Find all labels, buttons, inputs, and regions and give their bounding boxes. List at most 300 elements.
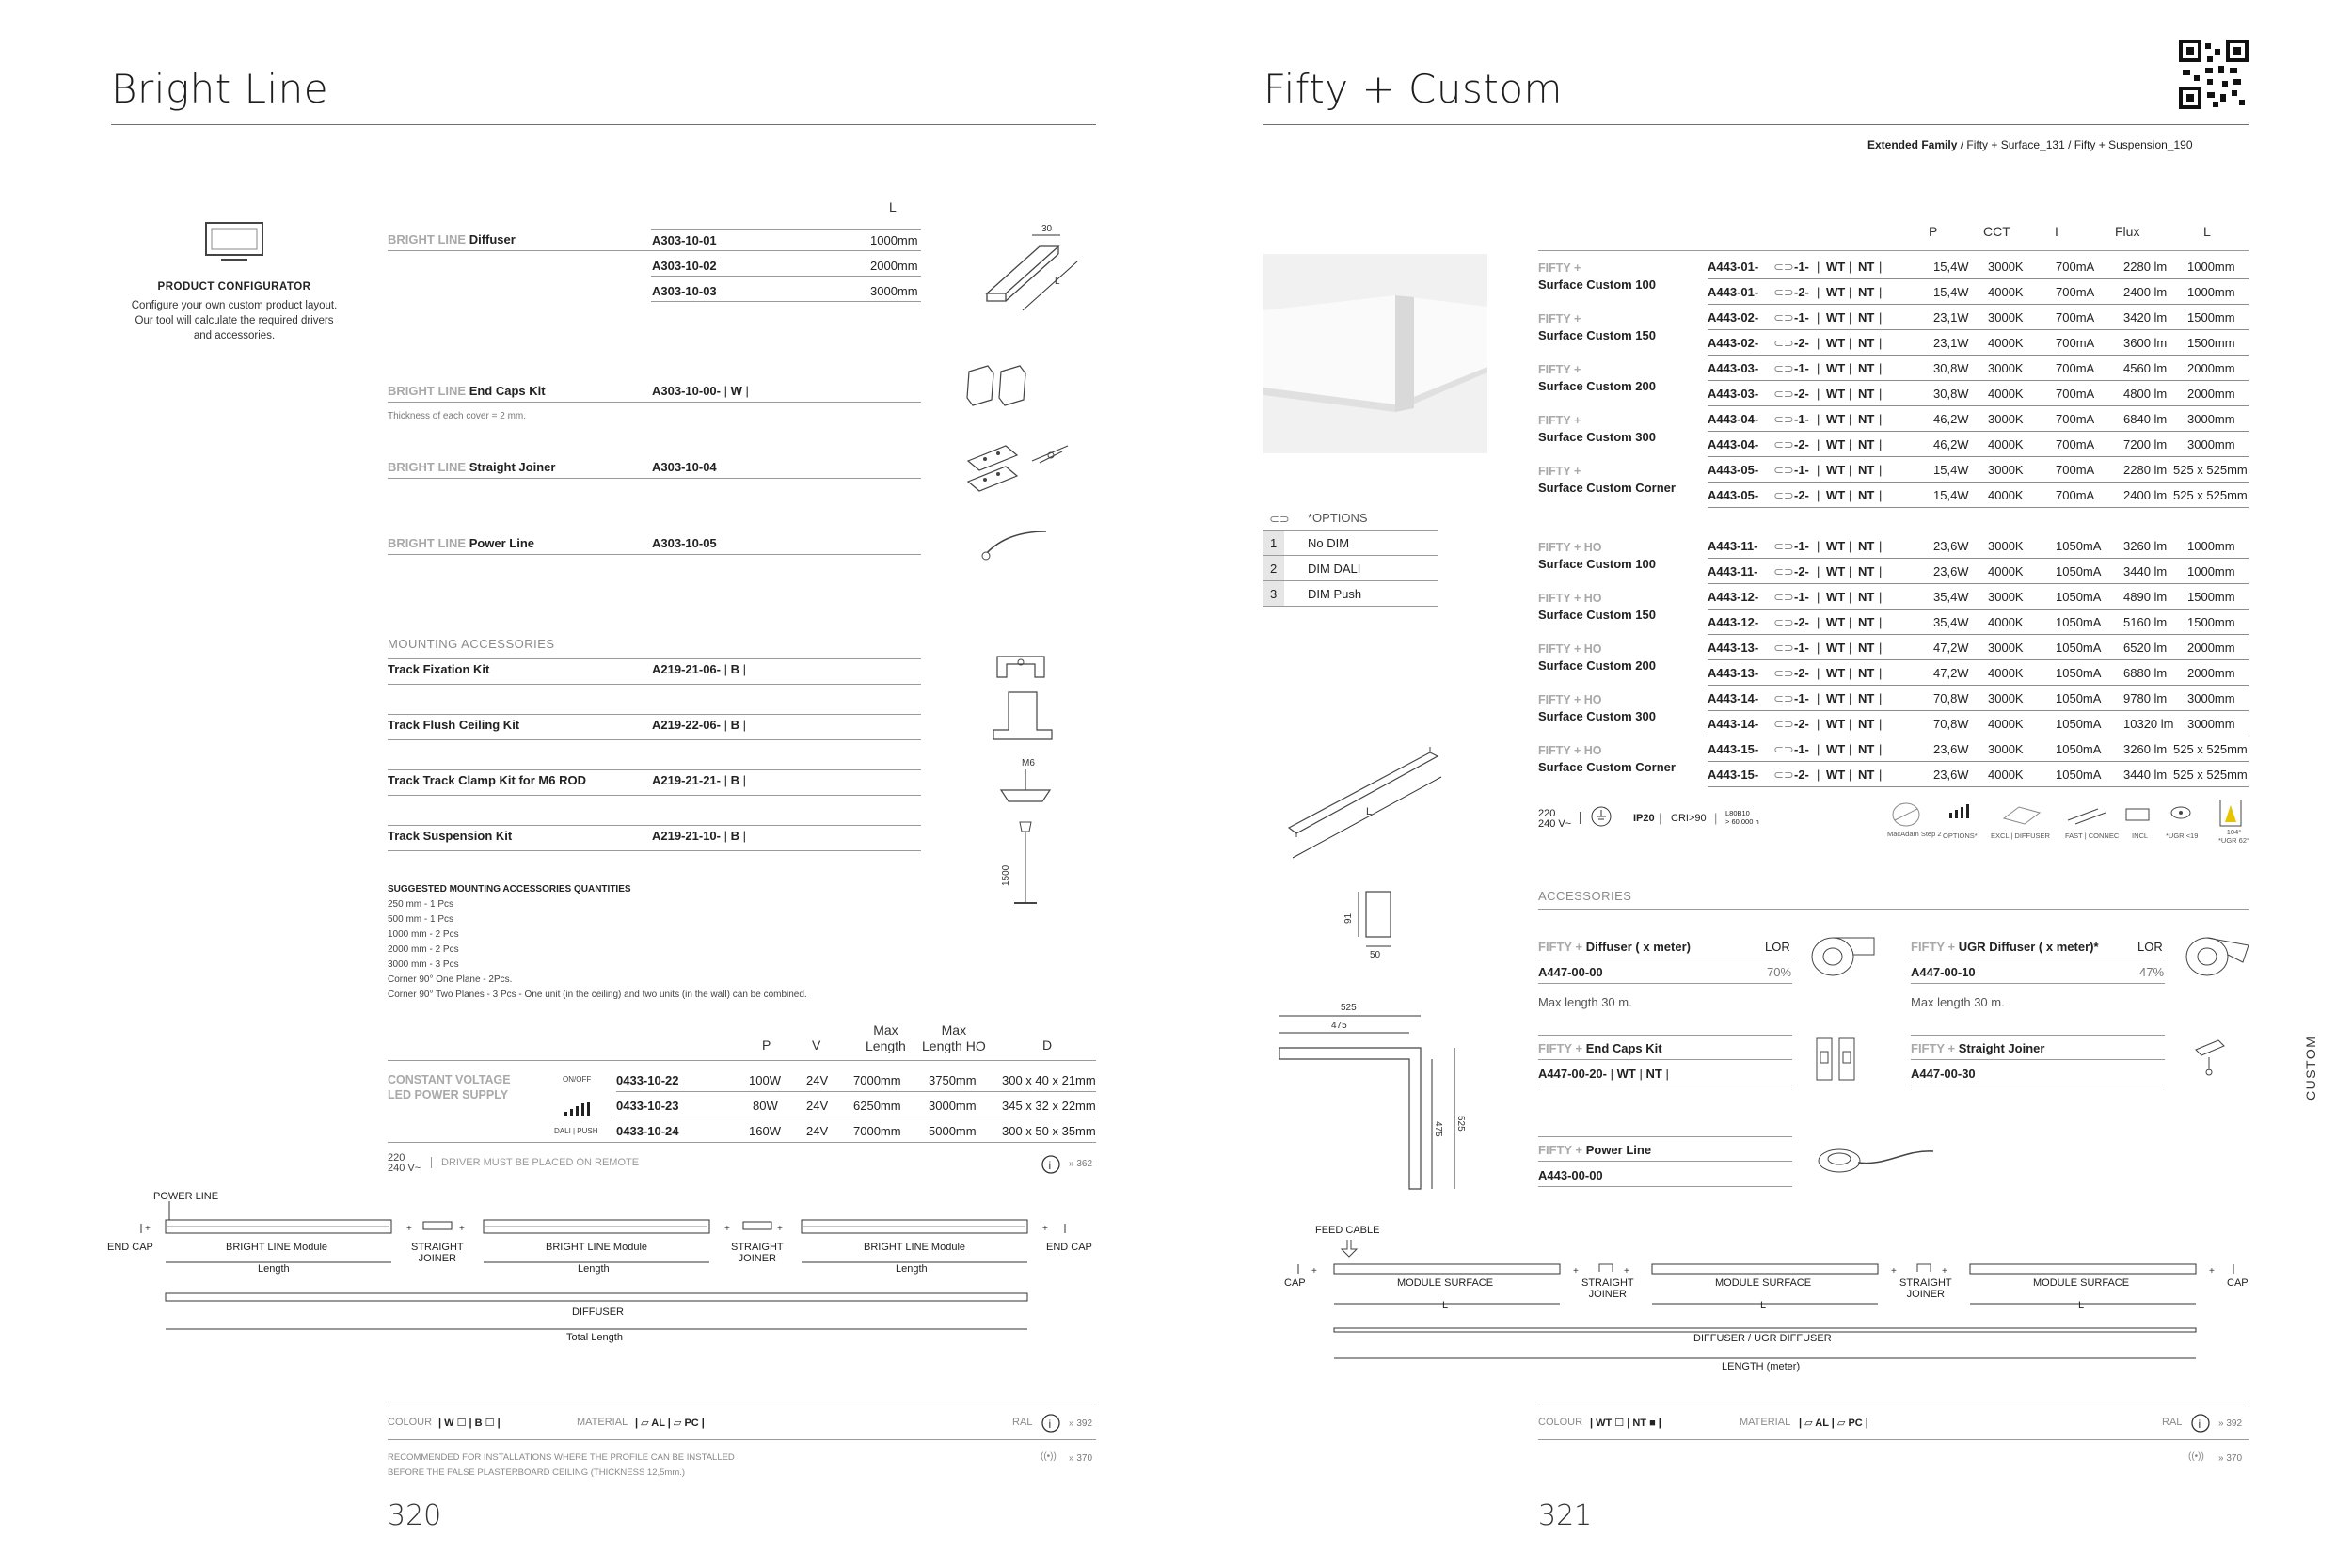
diffuser-code-3: A303-10-03 — [652, 284, 717, 298]
separator: | — [1817, 310, 1820, 325]
separator: | — [1849, 768, 1852, 782]
family-links[interactable]: Extended Family / Fifty + Surface_131 / Fifty + Suspension_190 — [1867, 138, 2193, 151]
cell-wt: WT — [1826, 260, 1846, 274]
options-icon: ⊂⊃ — [1773, 691, 1794, 705]
separator: | — [1849, 691, 1852, 705]
svg-text:+: + — [459, 1224, 465, 1234]
sound-icon: ((•)) — [1041, 1451, 1057, 1462]
cell-n: -1- — [1794, 463, 1809, 477]
cell-cct: 3000K — [1988, 742, 2024, 756]
separator: | — [1817, 539, 1820, 553]
cell-n: -2- — [1794, 488, 1809, 502]
options-icon: ⊂⊃ — [1773, 717, 1794, 731]
psu-code-2: 0433-10-23 — [616, 1099, 679, 1113]
cell-l: 1500mm — [2187, 615, 2235, 629]
psu-max-2: 6250mm — [853, 1099, 901, 1113]
mount-item-4-code: A219-21-10- | B | — [652, 829, 747, 843]
psu-p-1: 100W — [749, 1073, 781, 1087]
psu-header-maxho: Max Length HO — [922, 1022, 986, 1053]
separator: | — [1879, 590, 1883, 604]
separator: | — [1817, 742, 1820, 756]
cell-l: 2000mm — [2187, 666, 2235, 680]
cell-nt: NT — [1858, 437, 1875, 451]
cell-flux: 9780 lm — [2123, 691, 2168, 705]
separator: | — [1879, 336, 1883, 350]
cell-l: 525 x 525mm — [2173, 488, 2248, 502]
acc-diffuser-lor: 70% — [1767, 965, 1792, 979]
cell-p: 47,2W — [1933, 641, 1969, 655]
group-label — [1538, 691, 1656, 725]
separator: | — [1849, 336, 1852, 350]
psu-note: DRIVER MUST BE PLACED ON REMOTE — [431, 1157, 639, 1168]
options-icon: ⊂⊃ — [1773, 463, 1794, 477]
powerline-code: A303-10-05 — [652, 536, 717, 550]
cell-nt: NT — [1858, 488, 1875, 502]
cell-nt: NT — [1858, 691, 1875, 705]
options-title: *OPTIONS — [1308, 511, 1368, 525]
end-caps-drawing — [960, 362, 1035, 414]
monitor-icon — [204, 221, 264, 262]
mount-item-3-code: A219-21-21- | B | — [652, 773, 747, 787]
diagram-l-3: L — [2078, 1300, 2085, 1311]
cell-wt: WT — [1826, 361, 1846, 375]
cell-nt: NT — [1858, 285, 1875, 299]
diagram-l-1: L — [1442, 1300, 1449, 1311]
group-label — [1538, 463, 1676, 497]
cell-n: -2- — [1794, 564, 1809, 578]
cell-nt: NT — [1858, 260, 1875, 274]
footer-material-label: MATERIAL — [577, 1417, 628, 1428]
r-ral-info-icon[interactable] — [2190, 1413, 2211, 1433]
cell-cct: 3000K — [1988, 641, 2024, 655]
svg-text:+: + — [145, 1224, 151, 1234]
cell-wt: WT — [1826, 564, 1846, 578]
psu-type-1: ON/OFF — [563, 1075, 592, 1084]
separator: | — [1817, 717, 1820, 731]
ground-icon: | — [1579, 809, 1582, 824]
footer-material-options: | ▱ AL | ▱ PC | — [635, 1418, 705, 1429]
separator: | — [1879, 691, 1883, 705]
powerline-title: BRIGHT LINE Power Line — [388, 536, 535, 550]
cell-cct: 4000K — [1988, 666, 2024, 680]
mount-item-3-name: Track Track Clamp Kit for M6 ROD — [388, 773, 586, 787]
group-label — [1538, 641, 1656, 674]
cell-wt: WT — [1826, 539, 1846, 553]
cell-i: 1050mA — [2056, 666, 2102, 680]
endcaps-code: A303-10-00- | W | — [652, 384, 749, 398]
separator: | — [1849, 615, 1852, 629]
cell-flux: 3440 lm — [2123, 768, 2168, 782]
option-1-num: 1 — [1270, 536, 1278, 550]
svg-text:+: + — [1042, 1224, 1048, 1234]
table-row — [1708, 406, 2249, 432]
group-brand: FIFTY + — [1538, 261, 1581, 275]
diagram-cap-right: CAP — [2227, 1277, 2249, 1289]
separator: | — [1879, 285, 1883, 299]
table-row — [1708, 457, 2249, 483]
table-row — [1708, 483, 2249, 508]
diagram-end-cap-right: END CAP — [1046, 1242, 1092, 1253]
diagram-diffuser: DIFFUSER — [572, 1307, 624, 1318]
separator: | — [1849, 641, 1852, 655]
r-footer-material-options: | ▱ AL | ▱ PC | — [1799, 1418, 1868, 1429]
cell-code: A443-15- — [1708, 768, 1759, 782]
svg-text:+: + — [2209, 1266, 2215, 1276]
cell-p: 30,8W — [1933, 361, 1969, 375]
cell-cct: 3000K — [1988, 260, 2024, 274]
cell-i: 1050mA — [2056, 539, 2102, 553]
cell-n: -1- — [1794, 742, 1809, 756]
r-sound-icon: ((•)) — [2188, 1451, 2204, 1462]
separator: | — [1849, 437, 1852, 451]
cell-n: -1- — [1794, 361, 1809, 375]
cell-wt: WT — [1826, 463, 1846, 477]
separator: | — [1817, 437, 1820, 451]
options-icon: ⊂⊃ — [1269, 512, 1290, 526]
cell-code: A443-04- — [1708, 412, 1759, 426]
diagram-total-length: Total Length — [566, 1332, 623, 1343]
cell-p: 23,6W — [1933, 564, 1969, 578]
table-row — [1708, 635, 2249, 660]
cell-flux: 4890 lm — [2123, 590, 2168, 604]
options-icon: ⊂⊃ — [1773, 666, 1794, 680]
ral-info-icon[interactable] — [1041, 1413, 1061, 1433]
acc-diffuser-note: Max length 30 m. — [1538, 995, 1632, 1009]
svg-text:30: 30 — [1041, 224, 1053, 234]
psu-header-v: V — [812, 1037, 821, 1053]
acc-powerline-title: FIFTY + Power Line — [1538, 1143, 1652, 1157]
spec-voltage: 220 240 V~ — [1538, 808, 1572, 830]
cell-nt: NT — [1858, 768, 1875, 782]
spec-icon-fast-connec: FAST | CONNEC — [2065, 832, 2120, 840]
acc-diffuser-title: FIFTY + Diffuser ( x meter) — [1538, 940, 1691, 954]
cell-n: -1- — [1794, 641, 1809, 655]
cell-wt: WT — [1826, 691, 1846, 705]
svg-text:475: 475 — [1331, 1021, 1347, 1031]
suggested-line-2: 500 mm - 1 Pcs — [388, 914, 454, 925]
col-header-l: L — [889, 199, 897, 214]
group-label — [1538, 412, 1656, 446]
footer-ral-ref[interactable]: » 392 — [1069, 1418, 1093, 1429]
cell-n: -1- — [1794, 691, 1809, 705]
options-icon: ⊂⊃ — [1773, 564, 1794, 578]
separator: | — [1817, 590, 1820, 604]
cell-l: 525 x 525mm — [2173, 463, 2248, 477]
acc-ugr-code: A447-00-10 — [1911, 965, 1976, 979]
option-3-num: 3 — [1270, 587, 1278, 601]
options-icon: ⊂⊃ — [1773, 387, 1794, 401]
joiner-title: BRIGHT LINE Straight Joiner — [388, 460, 556, 474]
header-i: I — [2055, 224, 2058, 239]
spec-icon-angle: 104° *UGR 62° — [2218, 828, 2250, 845]
info-icon[interactable] — [1041, 1154, 1061, 1175]
cell-i: 700mA — [2056, 387, 2095, 401]
spec-icon-diffuser: EXCL | DIFFUSER — [1991, 832, 2050, 840]
group-label — [1538, 260, 1656, 293]
mount-item-2-name: Track Flush Ceiling Kit — [388, 718, 520, 732]
cell-wt: WT — [1826, 336, 1846, 350]
cell-l: 1500mm — [2187, 310, 2235, 325]
svg-text:i: i — [1048, 1418, 1052, 1431]
psu-page-ref[interactable]: » 362 — [1069, 1159, 1093, 1169]
cell-p: 46,2W — [1933, 412, 1969, 426]
cell-n: -2- — [1794, 666, 1809, 680]
psu-header-d: D — [1042, 1037, 1053, 1053]
cell-wt: WT — [1826, 717, 1846, 731]
table-row — [1708, 330, 2249, 356]
r-footer-note-ref[interactable]: » 370 — [2218, 1453, 2243, 1464]
svg-text:50: 50 — [1370, 950, 1381, 959]
group-brand: FIFTY + — [1538, 414, 1581, 427]
group-name: Surface Custom 150 — [1538, 328, 1656, 342]
separator: | — [1849, 463, 1852, 477]
cell-wt: WT — [1826, 412, 1846, 426]
separator: | — [1849, 717, 1852, 731]
option-2-label: DIM DALI — [1308, 562, 1361, 576]
group-name: Surface Custom 300 — [1538, 709, 1656, 723]
configurator-text-3: and accessories. — [193, 330, 276, 341]
fifty-endcaps-icon — [1811, 1033, 1867, 1089]
group-name: Surface Custom 300 — [1538, 430, 1656, 444]
options-icon: ⊂⊃ — [1773, 361, 1794, 375]
table-row — [1708, 610, 2249, 635]
cell-i: 700mA — [2056, 463, 2095, 477]
cell-n: -2- — [1794, 285, 1809, 299]
svg-text:+: + — [777, 1224, 783, 1234]
cell-cct: 4000K — [1988, 488, 2024, 502]
separator: | — [1879, 539, 1883, 553]
diagram-end-cap-left: END CAP — [107, 1242, 153, 1253]
product-configurator[interactable] — [111, 221, 358, 343]
diagram-module-2: BRIGHT LINE Module — [546, 1242, 648, 1253]
cell-l: 1500mm — [2187, 336, 2235, 350]
cell-flux: 3260 lm — [2123, 539, 2168, 553]
group-brand: FIFTY + — [1538, 363, 1581, 376]
cell-flux: 2400 lm — [2123, 488, 2168, 502]
psu-d-2: 345 x 32 x 22mm — [1002, 1099, 1096, 1113]
configurator-text-2: Our tool will calculate the required drivers — [135, 315, 334, 326]
cell-i: 1050mA — [2056, 717, 2102, 731]
cell-p: 15,4W — [1933, 488, 1969, 502]
cell-flux: 5160 lm — [2123, 615, 2168, 629]
cell-n: -2- — [1794, 437, 1809, 451]
cell-l: 525 x 525mm — [2173, 768, 2248, 782]
cell-p: 23,1W — [1933, 310, 1969, 325]
mounting-section-title: MOUNTING ACCESSORIES — [388, 637, 555, 651]
group-name: Surface Custom Corner — [1538, 760, 1676, 774]
cell-i: 1050mA — [2056, 615, 2102, 629]
cell-cct: 4000K — [1988, 615, 2024, 629]
suggested-line-3: 1000 mm - 2 Pcs — [388, 929, 459, 940]
diagram-module-3: BRIGHT LINE Module — [864, 1242, 966, 1253]
acc-ugr-lor-label: LOR — [2137, 940, 2163, 954]
cell-p: 23,6W — [1933, 768, 1969, 782]
cell-nt: NT — [1858, 615, 1875, 629]
cell-cct: 3000K — [1988, 310, 2024, 325]
footer-colour-label: COLOUR — [388, 1417, 433, 1428]
options-icon: ⊂⊃ — [1773, 742, 1794, 756]
table-row — [1708, 381, 2249, 406]
table-row — [1708, 736, 2249, 762]
svg-text:1500: 1500 — [1001, 864, 1011, 886]
cell-flux: 10320 lm — [2123, 717, 2174, 731]
separator: | — [1817, 768, 1820, 782]
cell-p: 70,8W — [1933, 691, 1969, 705]
footer-note-ref[interactable]: » 370 — [1069, 1453, 1093, 1464]
group-label — [1538, 590, 1656, 624]
cell-n: -2- — [1794, 387, 1809, 401]
cell-i: 700mA — [2056, 336, 2095, 350]
separator: | — [1879, 717, 1883, 731]
mount-item-4-name: Track Suspension Kit — [388, 829, 513, 843]
svg-text:+: + — [1573, 1266, 1579, 1276]
header-cct: CCT — [1983, 224, 2010, 239]
separator: | — [1817, 361, 1820, 375]
diagram-straight-joiner-1: STRAIGHT JOINER — [411, 1242, 464, 1264]
cell-wt: WT — [1826, 488, 1846, 502]
separator: | — [1849, 488, 1852, 502]
group-name: Surface Custom 200 — [1538, 379, 1656, 393]
option-2-num: 2 — [1270, 562, 1278, 576]
separator: | — [1879, 488, 1883, 502]
group-brand: FIFTY + HO — [1538, 592, 1602, 605]
diagram-cap-left: CAP — [1284, 1277, 1306, 1289]
psu-voltage: 220 240 V~ — [388, 1152, 421, 1174]
psu-p-2: 80W — [753, 1099, 778, 1113]
diagram-power-line: POWER LINE — [153, 1191, 219, 1202]
svg-text:91: 91 — [1343, 912, 1354, 924]
svg-text:L: L — [1366, 806, 1373, 817]
cell-n: -2- — [1794, 768, 1809, 782]
cell-p: 35,4W — [1933, 590, 1969, 604]
cell-cct: 4000K — [1988, 564, 2024, 578]
cell-p: 35,4W — [1933, 615, 1969, 629]
cell-i: 700mA — [2056, 310, 2095, 325]
cell-l: 3000mm — [2187, 717, 2235, 731]
cell-p: 15,4W — [1933, 285, 1969, 299]
cell-wt: WT — [1826, 437, 1846, 451]
table-row — [1708, 356, 2249, 381]
footer-note: RECOMMENDED FOR INSTALLATIONS WHERE THE PROFILE CAN BE INSTALLED BEFORE THE FALSE PLASTERBOARD CEILING (THICKNESS 12,5mm.) — [388, 1452, 735, 1478]
cell-n: -1- — [1794, 412, 1809, 426]
cell-code: A443-01- — [1708, 285, 1759, 299]
options-icon: ⊂⊃ — [1773, 615, 1794, 629]
spec-sep-2: | — [1714, 811, 1718, 825]
table-row — [1708, 279, 2249, 305]
diffuser-title: BRIGHT LINE Diffuser — [388, 232, 516, 246]
svg-text:+: + — [1311, 1266, 1317, 1276]
group-brand: FIFTY + HO — [1538, 744, 1602, 757]
cell-nt: NT — [1858, 564, 1875, 578]
diagram-length-1: Length — [258, 1263, 290, 1275]
r-footer-colour-options: | WT ☐ | NT ■ | — [1590, 1418, 1661, 1429]
separator: | — [1849, 742, 1852, 756]
side-tab-custom[interactable]: CUSTOM — [2303, 1035, 2318, 1101]
psu-v-2: 24V — [806, 1099, 829, 1113]
separator: | — [1849, 361, 1852, 375]
earth-icon — [1590, 805, 1613, 828]
cell-wt: WT — [1826, 666, 1846, 680]
cell-cct: 4000K — [1988, 285, 2024, 299]
cell-l: 3000mm — [2187, 691, 2235, 705]
left-page-number: 320 — [388, 1499, 442, 1532]
cell-p: 30,8W — [1933, 387, 1969, 401]
psu-d-1: 300 x 40 x 21mm — [1002, 1073, 1096, 1087]
table-row — [1708, 686, 2249, 711]
cell-p: 15,4W — [1933, 463, 1969, 477]
cell-i: 700mA — [2056, 488, 2095, 502]
r-footer-colour-label: COLOUR — [1538, 1417, 1583, 1428]
section-drawing — [1336, 884, 1402, 959]
diagram-module-surface-2: MODULE SURFACE — [1715, 1277, 1812, 1289]
psu-d-3: 300 x 50 x 35mm — [1002, 1124, 1096, 1138]
separator: | — [1879, 768, 1883, 782]
joiner-code: A303-10-04 — [652, 460, 717, 474]
diagram-module-surface-3: MODULE SURFACE — [2033, 1277, 2130, 1289]
cell-i: 1050mA — [2056, 742, 2102, 756]
r-footer-ral-ref[interactable]: » 392 — [2218, 1418, 2243, 1429]
cell-nt: NT — [1858, 666, 1875, 680]
qr-code-icon[interactable] — [2179, 40, 2249, 109]
spec-cri: CRI>90 — [1671, 813, 1707, 824]
spec-ip: IP20 — [1633, 813, 1655, 824]
separator: | — [1849, 310, 1852, 325]
separator: | — [1879, 260, 1883, 274]
separator: | — [1849, 539, 1852, 553]
cell-nt: NT — [1858, 361, 1875, 375]
cell-code: A443-14- — [1708, 691, 1759, 705]
cell-cct: 4000K — [1988, 717, 2024, 731]
cell-i: 700mA — [2056, 285, 2095, 299]
cell-flux: 2280 lm — [2123, 463, 2168, 477]
cell-flux: 7200 lm — [2123, 437, 2168, 451]
cell-flux: 6880 lm — [2123, 666, 2168, 680]
straight-joiner-drawing — [964, 435, 1096, 496]
cell-i: 1050mA — [2056, 691, 2102, 705]
cell-code: A443-12- — [1708, 615, 1759, 629]
cell-flux: 3420 lm — [2123, 310, 2168, 325]
cell-l: 1000mm — [2187, 539, 2235, 553]
table-row — [1708, 762, 2249, 787]
options-icon: ⊂⊃ — [1773, 590, 1794, 604]
diffuser-len-3: 3000mm — [870, 284, 918, 298]
fifty-powerline-icon — [1811, 1138, 1943, 1185]
acc-joiner-title: FIFTY + Straight Joiner — [1911, 1041, 2045, 1055]
separator: | — [1817, 285, 1820, 299]
group-name: Surface Custom 150 — [1538, 608, 1656, 622]
cell-nt: NT — [1858, 310, 1875, 325]
cell-l: 1500mm — [2187, 590, 2235, 604]
separator: | — [1849, 666, 1852, 680]
group-brand: FIFTY + — [1538, 312, 1581, 325]
diffuser-drawing — [974, 218, 1096, 317]
cell-p: 23,1W — [1933, 336, 1969, 350]
options-icon: ⊂⊃ — [1773, 768, 1794, 782]
diagram-diffuser-ugr: DIFFUSER / UGR DIFFUSER — [1693, 1333, 1832, 1344]
cell-p: 23,6W — [1933, 539, 1969, 553]
diagram-length-3: Length — [896, 1263, 928, 1275]
cell-cct: 3000K — [1988, 539, 2024, 553]
configurator-text-1: Configure your own custom product layout. — [131, 300, 338, 311]
group-label — [1538, 539, 1656, 573]
cell-l: 1000mm — [2187, 260, 2235, 274]
acc-powerline-code: A443-00-00 — [1538, 1168, 1603, 1182]
spec-icon-ugr19: *UGR <19 — [2166, 832, 2199, 840]
group-label — [1538, 742, 1676, 776]
psu-header-p: P — [762, 1037, 771, 1053]
spec-icon-options: OPTIONS* — [1943, 832, 1978, 840]
diagram-feed-cable: FEED CABLE — [1315, 1225, 1380, 1236]
